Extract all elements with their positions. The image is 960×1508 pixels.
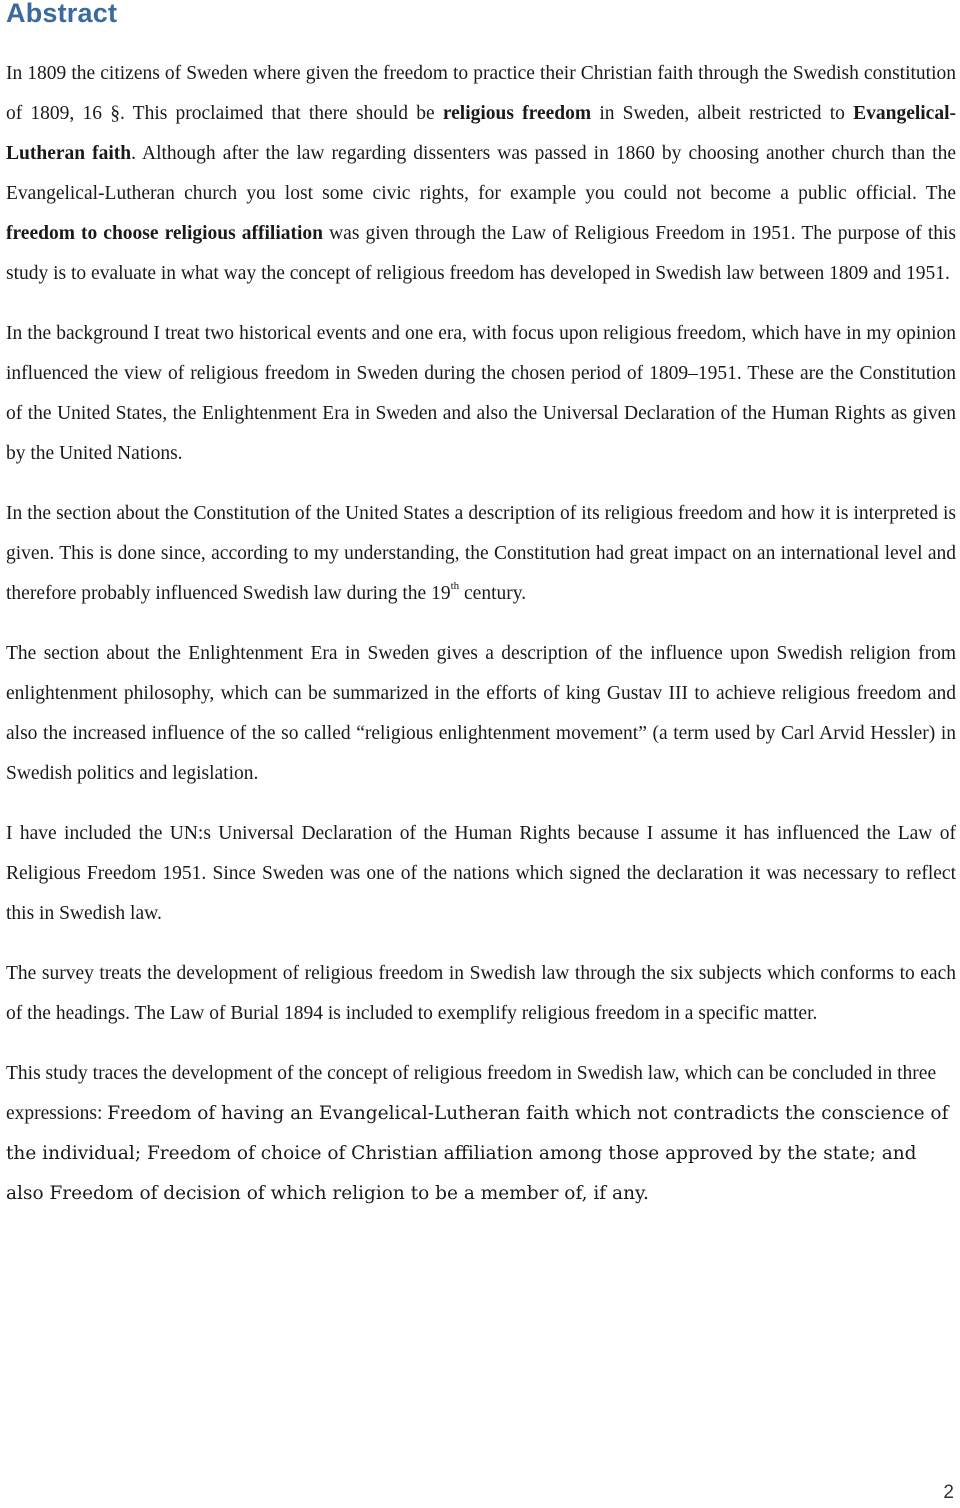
paragraph-3 bbox=[6, 494, 956, 614]
paragraph-1-bold-freedom-to-choose: freedom to choose religious affiliation bbox=[6, 223, 324, 244]
paragraph-1-text-c: . Although after the law regarding dissenters was passed in 1860 by choosing another church than the Evangelical-Lutheran church you lost some civic rights, for example you could not become a public official. The bbox=[6, 143, 956, 204]
paragraph-3-superscript: th bbox=[450, 580, 460, 592]
paragraph-4: The section about the Enlightenment Era in Sweden gives a description of the influence upon Swedish religion from enlightenment philosophy, which can be summarized in the efforts of king Gustav III to achieve religious freedom and also the increased influence of the so called “religious enlightenment movement” (a term used by Carl Arvid Hessler) in Swedish politics and legislation. bbox=[6, 643, 956, 784]
page-number: 2 bbox=[943, 1482, 954, 1503]
abstract-heading: Abstract bbox=[6, 0, 118, 28]
paragraph-5: I have included the UN:s Universal Declaration of the Human Rights because I assume it has influenced the Law of Religious Freedom 1951. Since Sweden was one of the nations which signed the declaration it was necessary to reflect this in Swedish law. bbox=[6, 823, 956, 924]
paragraph-6: The survey treats the development of religious freedom in Swedish law through the six subjects which conforms to each of the headings. The Law of Burial 1894 is included to exemplify religious freedom in a specific matter. bbox=[6, 963, 956, 1024]
paragraph-1-text-d: was given through the Law of Religious Freedom in 1951. The purpose of this study is to evaluate in what way the concept of religious freedom has developed in Swedish law between 1809 and 1951. bbox=[6, 223, 956, 284]
paragraph-7-text-b: Freedom of having an Evangelical-Lutheran faith which not contradicts the conscience of the individual; Freedom of choice of Christian affiliation among those approved by the state; and also Freedom of decision of which religion to be a member of, if any. bbox=[6, 1103, 949, 1204]
paragraph-1-bold-evangelical-lutheran-faith: Evangelical-Lutheran faith bbox=[6, 103, 957, 164]
paragraph-1-text-a: In 1809 the citizens of Sweden where given the freedom to practice their Christian faith through the Swedish constitution of 1809, 16 §. This proclaimed that there should be bbox=[6, 63, 956, 124]
paragraph-3-text-a: In the section about the Constitution of the United States a description of its religious freedom and how it is interpreted is given. This is done since, according to my understanding, the Constitution had great impact on an international level and therefore probably influenced Swedish law during the 19 bbox=[6, 503, 956, 604]
paragraph-1-bold-religious-freedom: religious freedom bbox=[442, 103, 592, 124]
paragraph-7-text-a: This study traces the development of the concept of religious freedom in Swedish law, which can be concluded in three expressions: bbox=[6, 1063, 937, 1124]
paragraph-7 bbox=[6, 1054, 956, 1214]
paragraph-3-text-b: century. bbox=[459, 583, 527, 604]
paragraph-1 bbox=[6, 54, 956, 294]
paragraph-1-text-b: in Sweden, albeit restricted to bbox=[591, 103, 854, 124]
paragraph-2: In the background I treat two historical events and one era, with focus upon religious freedom, which have in my opinion influenced the view of religious freedom in Sweden during the chosen period of 1809–1951. These are the Constitution of the United States, the Enlightenment Era in Sweden and also the Universal Declaration of the Human Rights as given by the United Nations. bbox=[6, 323, 956, 464]
abstract-body bbox=[6, 54, 956, 1234]
